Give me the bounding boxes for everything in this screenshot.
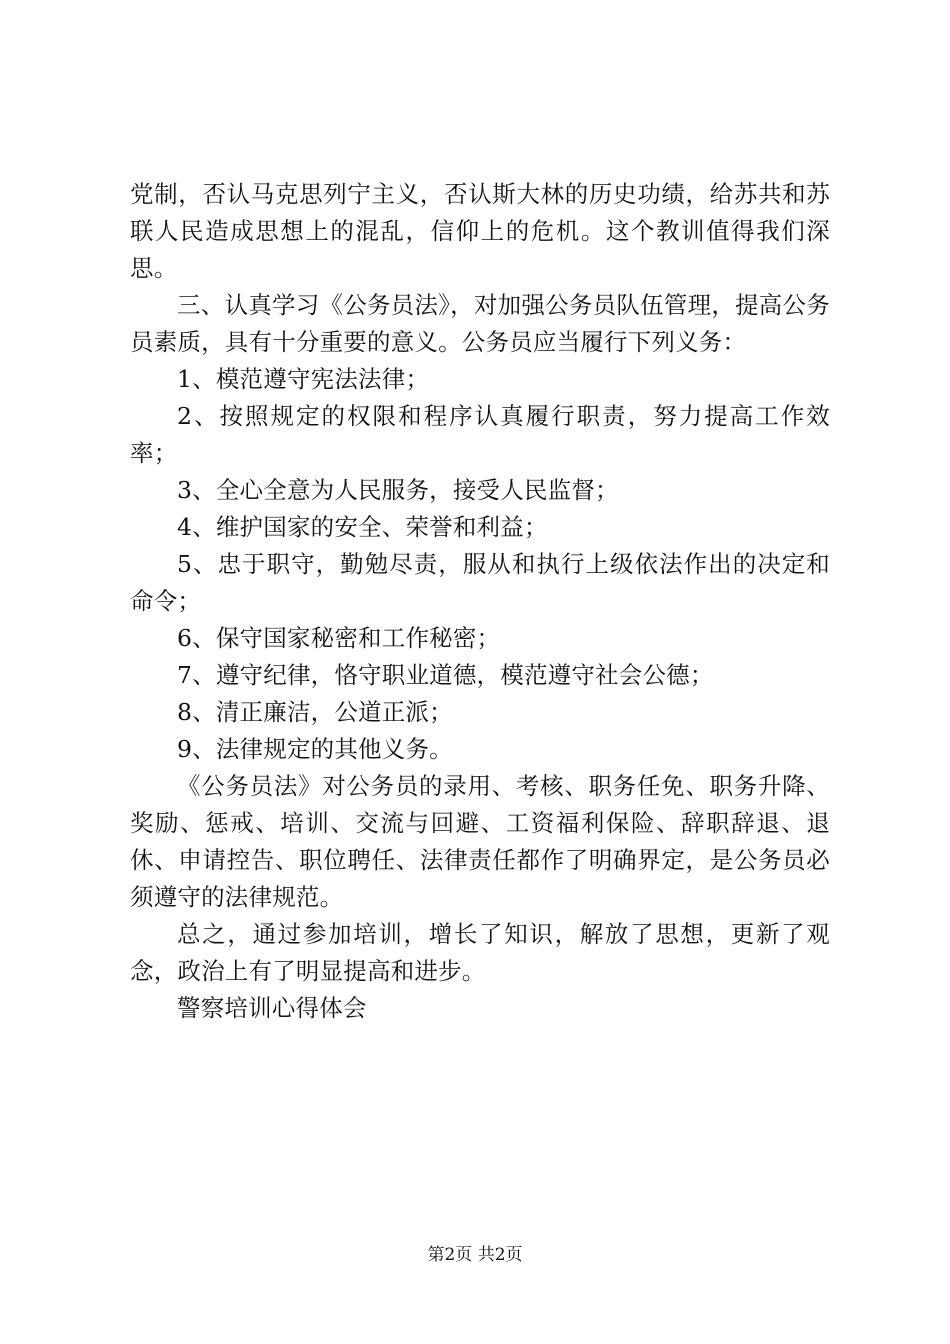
document-body [130, 176, 830, 1027]
list-item-duty-9: 9、法律规定的其他义务。 [177, 735, 453, 763]
list-item-duty-8: 8、清正廉洁，公道正派； [177, 698, 453, 726]
paragraph-continuation: 党制，否认马克思列宁主义，否认斯大林的历史功绩，给苏共和苏联人民造成思想上的混乱，信仰上的危机。这个教训值得我们深思。 [130, 180, 830, 282]
list-item-duty-5: 5、忠于职守，勤勉尽责，服从和执行上级依法作出的决定和命令； [130, 550, 830, 615]
list-item-duty-3: 3、全心全意为人民服务，接受人民监督； [177, 476, 619, 504]
page-number-footer: 第2页 共2页 [427, 1245, 523, 1265]
list-item-duty-2: 2、按照规定的权限和程序认真履行职责，努力提高工作效率； [130, 402, 830, 467]
paragraph-section-three: 三、认真学习《公务员法》，对加强公务员队伍管理，提高公务员素质，具有十分重要的意义。公务员应当履行下列义务： [130, 291, 830, 356]
list-item-duty-6: 6、保守国家秘密和工作秘密； [177, 624, 501, 652]
list-item-duty-4: 4、维护国家的安全、荣誉和利益； [177, 513, 548, 541]
paragraph-summary: 总之，通过参加培训，增长了知识，解放了思想，更新了观念，政治上有了明显提高和进步。 [130, 920, 830, 985]
list-item-duty-1: 1、模范遵守宪法法律； [177, 365, 430, 393]
list-item-duty-7: 7、遵守纪律，恪守职业道德，模范遵守社会公德； [177, 661, 714, 689]
paragraph-next-title: 警察培训心得体会 [177, 994, 367, 1022]
paragraph-law-scope: 《公务员法》对公务员的录用、考核、职务任免、职务升降、奖励、惩戒、培训、交流与回避、工资福利保险、辞职辞退、退休、申请控告、职位聘任、法律责任都作了明确界定，是公务员必须遵守的法律规范。 [130, 772, 830, 911]
